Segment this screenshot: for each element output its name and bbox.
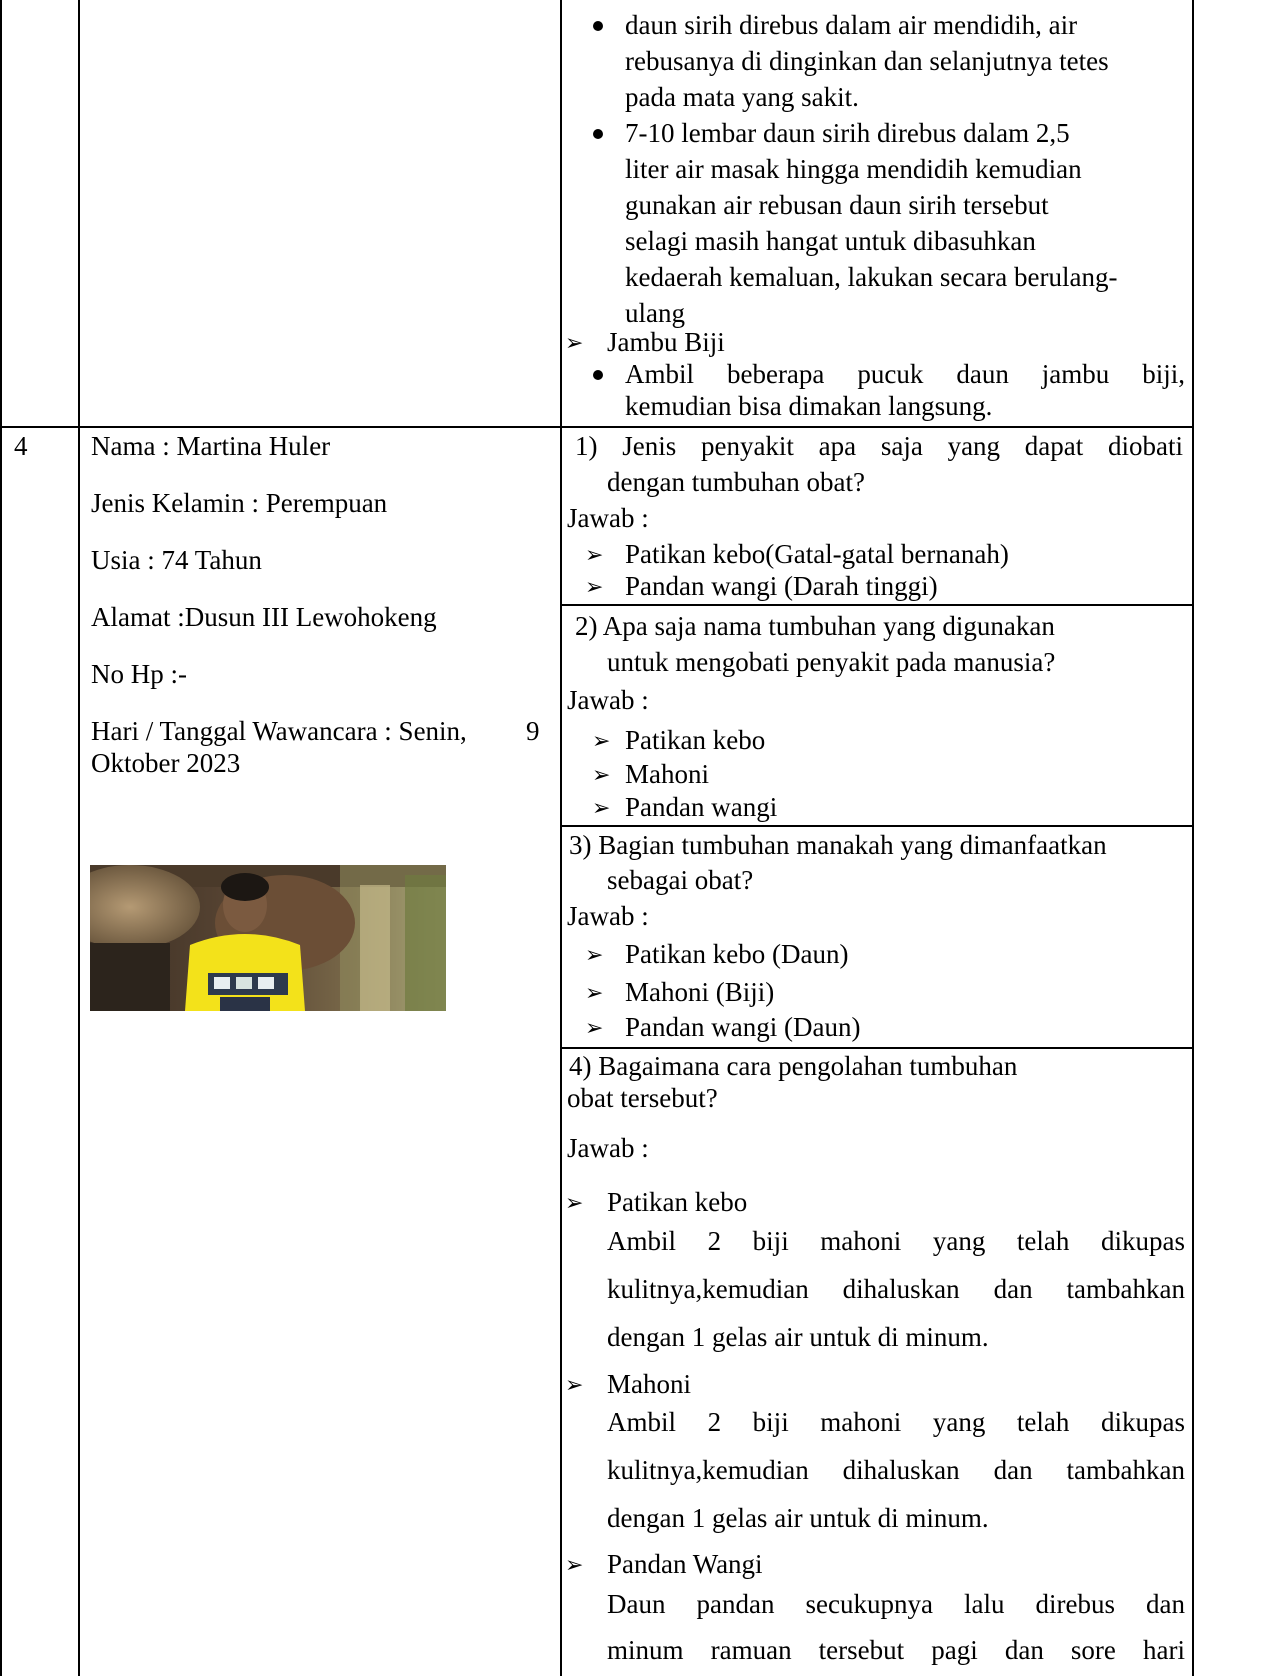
bullet-dot-icon: [593, 21, 603, 31]
mahoni-line-3: dengan 1 gelas air untuk di minum.: [607, 1503, 989, 1533]
arrow-bullet-icon: ➢: [585, 943, 604, 968]
q-separator-2: [560, 825, 1194, 827]
question-4-line-2: obat tersebut?: [567, 1083, 718, 1113]
question-3-line-1: 3) Bagian tumbuhan manakah yang dimanfaatkan: [569, 830, 1107, 860]
bullet-1-line-2: rebusanya di dinginkan dan selanjutnya tetes: [625, 46, 1109, 76]
patikan-line-2: kulitnya,kemudian dihaluskan dan tambahkan: [607, 1274, 1185, 1304]
question-2-answer-2: Mahoni: [625, 759, 709, 789]
arrow-bullet-icon: ➢: [585, 981, 604, 1006]
pandan-title: Pandan Wangi: [607, 1549, 763, 1579]
bullet-2-line-5: kedaerah kemaluan, lakukan secara berulang-: [625, 262, 1118, 292]
arrow-bullet-icon: ➢: [592, 763, 611, 788]
arrow-bullet-icon: ➢: [565, 331, 584, 356]
respondent-phone: No Hp :-: [91, 659, 187, 689]
q-separator-3: [560, 1047, 1194, 1049]
interview-date-line-1: Hari / Tanggal Wawancara : Senin,: [91, 716, 467, 746]
arrow-bullet-icon: ➢: [565, 1191, 584, 1216]
interview-date-day: 9: [526, 716, 540, 746]
arrow-bullet-icon: ➢: [565, 1373, 584, 1398]
arrow-bullet-icon: ➢: [592, 729, 611, 754]
pandan-line-2: minum ramuan tersebut pagi dan sore hari: [607, 1635, 1185, 1665]
bullet-2-line-4: selagi masih hangat untuk dibasuhkan: [625, 226, 1036, 256]
pandan-line-1: Daun pandan secukupnya lalu direbus dan: [607, 1589, 1185, 1619]
patikan-line-3: dengan 1 gelas air untuk di minum.: [607, 1322, 989, 1352]
bullet-dot-icon: [593, 129, 603, 139]
question-4-line-1: 4) Bagaimana cara pengolahan tumbuhan: [569, 1051, 1018, 1081]
bullet-1-line-1: daun sirih direbus dalam air mendidih, air: [625, 10, 1078, 40]
question-2-answer-3: Pandan wangi: [625, 792, 778, 822]
question-3-answer-1: Patikan kebo (Daun): [625, 939, 849, 969]
question-1-jawab: Jawab :: [567, 503, 649, 533]
row-separator: [0, 426, 1194, 428]
bullet-2-line-1: 7-10 lembar daun sirih direbus dalam 2,5: [625, 118, 1070, 148]
bullet-2-line-6: ulang: [625, 298, 685, 328]
question-2-answer-1: Patikan kebo: [625, 725, 766, 755]
jambu-line-1: Ambil beberapa pucuk daun jambu biji,: [625, 359, 1185, 389]
respondent-photo: [90, 865, 446, 1011]
question-1-answer-2: Pandan wangi (Darah tinggi): [625, 571, 938, 601]
question-4-jawab: Jawab :: [567, 1133, 649, 1163]
question-1-line-2: dengan tumbuhan obat?: [607, 467, 865, 497]
respondent-gender: Jenis Kelamin : Perempuan: [91, 488, 388, 518]
question-3-line-2: sebagai obat?: [607, 865, 754, 895]
question-3-answer-3: Pandan wangi (Daun): [625, 1012, 861, 1042]
question-1-line-1: 1) Jenis penyakit apa saja yang dapat diobati: [575, 431, 1183, 461]
bullet-2-line-3: gunakan air rebusan daun sirih tersebut: [625, 190, 1049, 220]
respondent-name: Nama : Martina Huler: [91, 431, 331, 461]
respondent-age: Usia : 74 Tahun: [91, 545, 262, 575]
patikan-title: Patikan kebo: [607, 1187, 748, 1217]
interview-date-line-2: Oktober 2023: [91, 748, 241, 778]
question-2-jawab: Jawab :: [567, 685, 649, 715]
arrow-bullet-icon: ➢: [592, 796, 611, 821]
mahoni-line-1: Ambil 2 biji mahoni yang telah dikupas: [607, 1407, 1185, 1437]
table-divider-2: [560, 0, 562, 1676]
respondent-address: Alamat :Dusun III Lewohokeng: [91, 602, 437, 632]
table-divider-1: [78, 0, 80, 1676]
question-1-answer-1: Patikan kebo(Gatal-gatal bernanah): [625, 539, 1009, 569]
mahoni-line-2: kulitnya,kemudian dihaluskan dan tambahkan: [607, 1455, 1185, 1485]
arrow-bullet-icon: ➢: [585, 575, 604, 600]
question-3-jawab: Jawab :: [567, 901, 649, 931]
jambu-title: Jambu Biji: [607, 327, 725, 357]
patikan-line-1: Ambil 2 biji mahoni yang telah dikupas: [607, 1226, 1185, 1256]
bullet-dot-icon: [593, 370, 603, 380]
row-number: 4: [14, 431, 28, 461]
mahoni-title: Mahoni: [607, 1369, 691, 1399]
table-border-right: [1192, 0, 1194, 1676]
question-2-line-1: 2) Apa saja nama tumbuhan yang digunakan: [575, 611, 1055, 641]
arrow-bullet-icon: ➢: [585, 543, 604, 568]
question-3-answer-2: Mahoni (Biji): [625, 977, 775, 1007]
question-2-line-2: untuk mengobati penyakit pada manusia?: [607, 647, 1056, 677]
arrow-bullet-icon: ➢: [585, 1016, 604, 1041]
bullet-2-line-2: liter air masak hingga mendidih kemudian: [625, 154, 1082, 184]
bullet-1-line-3: pada mata yang sakit.: [625, 82, 859, 112]
table-border-left: [0, 0, 2, 1676]
jambu-line-2: kemudian bisa dimakan langsung.: [625, 391, 993, 421]
arrow-bullet-icon: ➢: [565, 1553, 584, 1578]
q-separator-1: [560, 604, 1194, 606]
